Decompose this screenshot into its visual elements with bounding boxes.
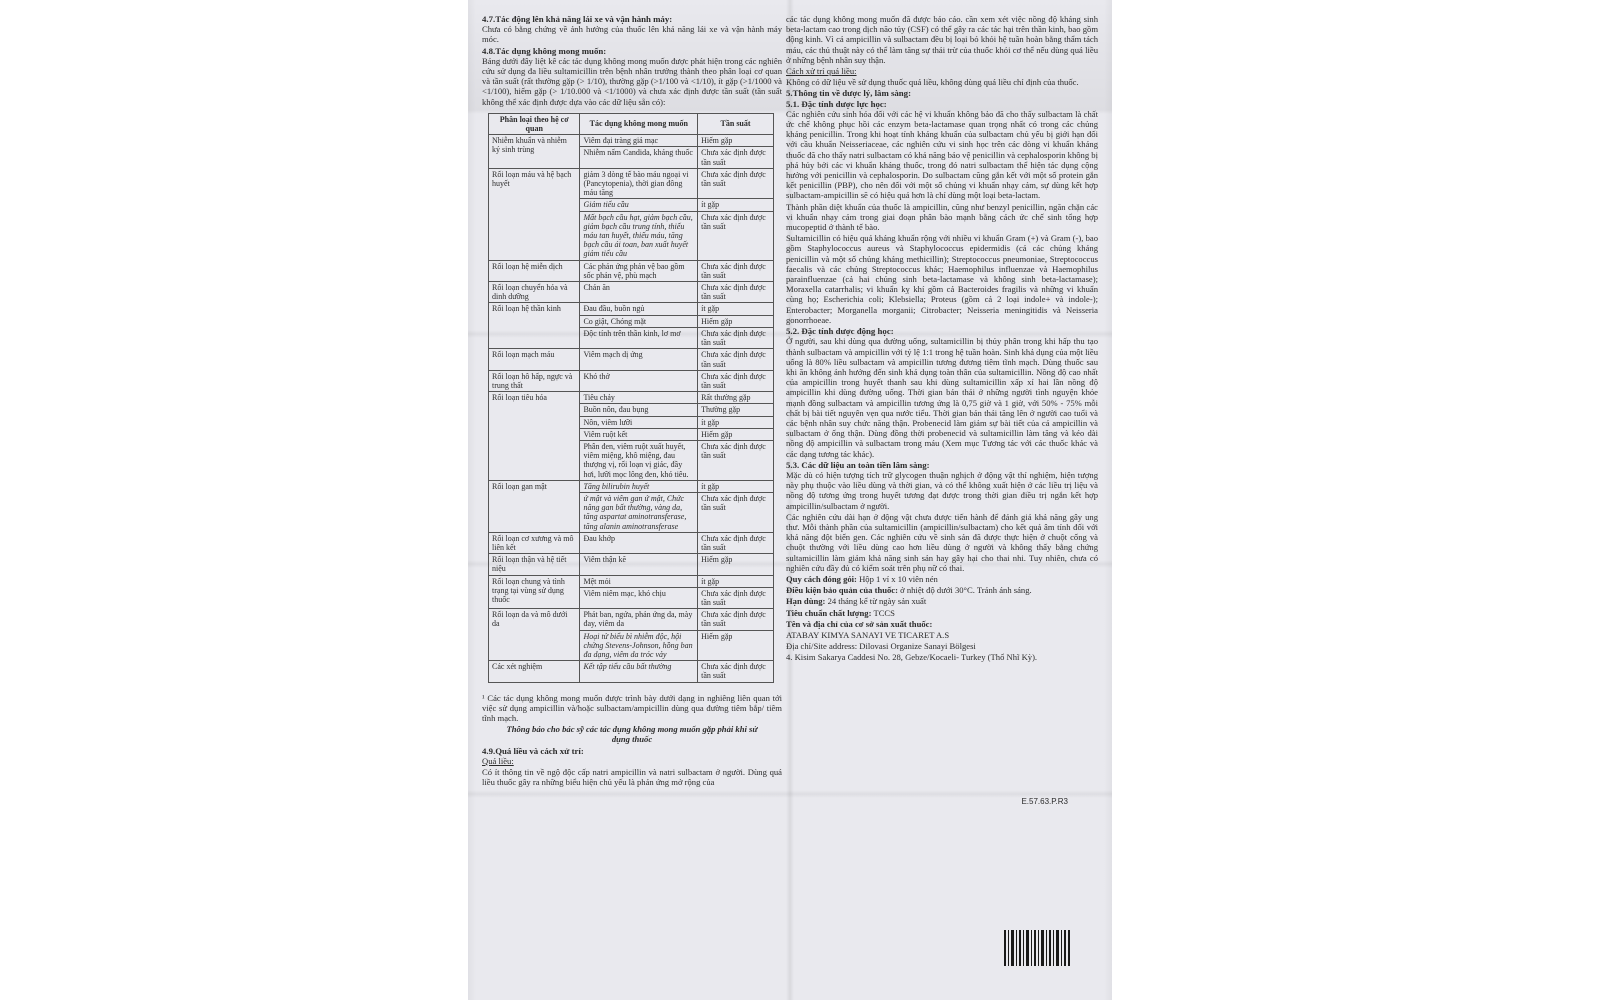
frequency-cell: Chưa xác định được tần suất [698, 661, 774, 682]
side-effect-cell: Co giật, Chóng mặt [580, 315, 698, 327]
side-effect-cell: Tiêu chảy [580, 392, 698, 404]
shelf-line [786, 596, 1098, 606]
frequency-cell: Chưa xác định được tần suất [698, 282, 774, 303]
frequency-cell: ít gặp [698, 303, 774, 315]
organ-class-cell: Rối loạn hệ thần kinh [489, 303, 580, 349]
frequency-cell: Hiếm gặp [698, 554, 774, 575]
organ-class-cell: Rối loạn chung và tình trạng tại vùng sử dụng thuốc [489, 575, 580, 609]
side-effect-cell: Mệt mỏi [580, 575, 698, 587]
frequency-cell: Chưa xác định được tần suất [698, 440, 774, 480]
side-effect-cell: giảm 3 dòng tế bào máu ngoại vi (Pancytopenia), thời gian đông máu tăng [580, 168, 698, 199]
side-effect-cell: Nhiễm nấm Candida, kháng thuốc [580, 147, 698, 168]
side-effect-cell: Kết tập tiểu cầu bất thường [580, 661, 698, 682]
side-effect-cell: Mất bạch cầu hạt, giảm bạch cầu, giảm bạch cầu trung tính, thiếu máu tan huyết, thiếu máu, tăng bạch cầu ái toan, ban xuất huyết giảm tiểu cầu [580, 211, 698, 260]
organ-class-cell: Rối loạn mạch máu [489, 349, 580, 370]
organ-class-cell: Nhiễm khuẩn và nhiễm ký sinh trùng [489, 135, 580, 169]
organ-class-cell: Rối loạn da và mô dưới da [489, 609, 580, 661]
frequency-cell: Hiếm gặp [698, 315, 774, 327]
organ-class-cell: Rối loạn hô hấp, ngực và trung thất [489, 370, 580, 391]
overdose-continued-text: các tác dụng không mong muốn đã được báo cáo. cần xem xét việc nồng độ kháng sinh beta-lactam cao trong dịch não tủy (CSF) có thể gây ra các tác hại trên thần kinh, bao gồm động kinh. Vì cả ampicillin và sulbactam đều bị loại bỏ khỏi hệ tuần hoàn bằng thẩm tách máu, các thủ thuật này có thể làm tăng sự thải trừ của thuốc khỏi cơ thể nếu dùng quá liều ở những bệnh nhân suy thận. [786, 14, 1098, 65]
treatment-text: Không có dữ liệu về sử dụng thuốc quá liều, không dùng quá liều chỉ định của thuốc. [786, 77, 1079, 88]
side-effect-cell: Viêm mạch dị ứng [580, 349, 698, 370]
frequency-cell: Chưa xác định được tần suất [698, 492, 774, 532]
treatment-label: Cách xử trí quá liều: [786, 66, 857, 77]
frequency-cell: ít gặp [698, 416, 774, 428]
table-row [489, 480, 774, 492]
table-row [489, 349, 774, 370]
side-effects-table [488, 113, 774, 683]
packing-line [786, 574, 1098, 584]
frequency-cell: ít gặp [698, 199, 774, 211]
shelf-value: 24 tháng kể từ ngày sản xuất [827, 596, 927, 607]
side-effect-cell: Viêm niêm mạc, khó chịu [580, 587, 698, 608]
storage-line [786, 585, 1098, 595]
frequency-cell: Chưa xác định được tần suất [698, 147, 774, 168]
table-row [489, 282, 774, 303]
side-effect-cell: Chán ăn [580, 282, 698, 303]
side-effect-cell: Đau đầu, buồn ngủ [580, 303, 698, 315]
side-effect-cell: Viêm đại tràng giả mạc [580, 135, 698, 147]
side-effect-cell: Tăng bilirubin huyết [580, 480, 698, 492]
doctor-notice: Thông báo cho bác sỹ các tác dụng không mong muốn gặp phải khi sử dụng thuốc [506, 724, 758, 745]
table-row [489, 661, 774, 682]
organ-class-cell: Rối loạn cơ xương và mô liên kết [489, 532, 580, 553]
section-4-8-text: Bảng dưới đây liệt kê các tác dụng không mong muốn được phát hiện trong các nghiên cứu sử dụng đa liều sultamicillin trên bệnh nhân trưởng thành theo phân loại cơ quan và tần suất (rất thường gặp (> 1/10), thường gặp (>1/100 và <1/10), ít gặp (>1/1000 và <1/100), hiếm gặp (> 1/10.000 và <1/1000) và chưa xác định được tần suất (tần suất không thể xác định được dựa vào các dữ liệu sẵn có): [482, 55, 782, 107]
header-frequency: Tần suất [698, 113, 774, 134]
frequency-cell: Chưa xác định được tần suất [698, 609, 774, 630]
barcode-icon [1004, 930, 1070, 966]
table-row [489, 260, 774, 281]
side-effects-body [489, 135, 774, 682]
frequency-cell: Thường gặp [698, 404, 774, 416]
section-5-1-para-3: Sultamicillin có hiệu quả kháng khuẩn rộng với nhiều vi khuẩn Gram (+) và Gram (-), bao gồm Staphylococcus aureus và Staphylococcus epidermidis (cả các chủng kháng penicillin và một số chủng kháng methicillin); Streptococcus pneumoniae, Streptococcus faecalis và các chủng Streptococcus khác; Haemophilus influenzae và Haemophilus parainfluenzae (cả hai chủng sinh beta-lactamase và không sinh beta-lactamase); Moraxella catarrhalis; vi khuẩn kỵ khí gồm cả Bacteroides fragilis và những vi khuẩn cùng họ; Escherichia coli; Klebsiella; Proteus (gồm cả 2 loại indole+ và indole-); Enterobacter; Morganella morganii; Citrobacter; Neisseria meningitidis và Neisseria gonorrhoeae. [786, 233, 1098, 325]
frequency-cell: Chưa xác định được tần suất [698, 211, 774, 260]
manufacturer-address-1: Địa chỉ/Site address: Dilovasi Organize Sanayi Bölgesi [786, 641, 976, 652]
frequency-cell: ít gặp [698, 575, 774, 587]
frequency-cell: Chưa xác định được tần suất [698, 327, 774, 348]
storage-label: Điều kiện bảo quản của thuốc: [786, 585, 898, 596]
section-5-2-text: Ở người, sau khi dùng qua đường uống, sultamicillin bị thủy phân trong khi hấp thu tạo thành sulbactam và ampicillin với tỷ lệ 1:1 trong hệ tuần hoàn. Sinh khả dụng của một liều uống là 80% liều sulbactam và ampicillin tương đương tiêm tĩnh mạch. Dùng thuốc sau khi ăn không ảnh hưởng đến sinh khả dụng toàn thân của sultamicillin. Nồng độ cao nhất của ampicillin trong huyết thanh sau khi dùng sultamicillin xấp xỉ hai lần nồng độ ampicillin khi dùng đường uống. Thời gian bán thải ở những người tình nguyện khỏe mạnh đồng sulbactam và ampicillin tương ứng là 0,75 giờ và 1 giờ, với 50% - 75% mỗi chất bị bài tiết nguyên vẹn qua nước tiểu. Thời gian bán thải tăng lên ở người cao tuổi và các bệnh nhân suy chức năng thận. Probenecid làm giảm sự bài tiết của cả ampicillin và sulbactam ở ống thận. Dùng đồng thời probenecid và sultamicillin làm tăng và kéo dài nồng độ ampicillin và sulbactam trong máu (Xem mục Tương tác với các thuốc khác và các dạng tương tác khác). [786, 336, 1098, 459]
packing-label: Quy cách đóng gói: [786, 573, 857, 584]
side-effect-cell: Nôn, viêm lưỡi [580, 416, 698, 428]
shelf-label: Hạn dùng: [786, 596, 826, 607]
side-effect-cell: Phát ban, ngứa, phản ứng da, mày đay, viêm da [580, 609, 698, 630]
right-column [786, 14, 1098, 664]
section-5-2-title: 5.2. Đặc tính dược động học: [786, 326, 894, 337]
section-5-3-para-2: Các nghiên cứu dài hạn ở động vật chưa được tiến hành để đánh giá khả năng gây ung thư. Mỗi thành phần của sultamicillin (ampicillin/sulbactam) cho kết quả âm tính đối với khả năng đột biến gen. Các nghiên cứu về sinh sản đã được thực hiện ở chuột cống và chuột thường với liều dùng cao hơn liều dùng ở người và không thấy bằng chứng sultamicillin làm giảm khả năng sinh sản hay gây hại cho thai nhi. Tuy nhiên, chưa có nghiên cứu đầy đủ có kiểm soát trên phụ nữ có thai. [786, 511, 1098, 573]
table-row [489, 135, 774, 147]
frequency-cell: Chưa xác định được tần suất [698, 587, 774, 608]
section-5-title: 5.Thông tin về dược lý, lâm sàng: [786, 88, 912, 99]
organ-class-cell: Rối loạn máu và hệ bạch huyết [489, 168, 580, 260]
organ-class-cell: Rối loạn gan mật [489, 480, 580, 532]
standard-value: TCCS [873, 607, 895, 618]
side-effect-cell: Viêm thận kẽ [580, 554, 698, 575]
organ-class-cell: Rối loạn chuyển hóa và dinh dưỡng [489, 282, 580, 303]
packing-value: Hộp 1 vỉ x 10 viên nén [859, 573, 938, 584]
manufacturer-title: Tên và địa chỉ của cơ sở sản xuất thuốc: [786, 618, 933, 629]
frequency-cell: ít gặp [698, 480, 774, 492]
table-row [489, 168, 774, 199]
table-row [489, 575, 774, 587]
side-effect-cell: Hoại tử biểu bì nhiễm độc, hội chứng Stevens-Johnson, hồng ban đa dạng, viêm da tróc vảy [580, 630, 698, 661]
frequency-cell: Rất thường gặp [698, 392, 774, 404]
storage-value: ở nhiệt độ dưới 30°C. Tránh ánh sáng. [900, 585, 1032, 596]
organ-class-cell: Rối loạn thận và hệ tiết niệu [489, 554, 580, 575]
side-effect-cell: Độc tính trên thần kinh, lơ mơ [580, 327, 698, 348]
frequency-cell: Chưa xác định được tần suất [698, 168, 774, 199]
frequency-cell: Chưa xác định được tần suất [698, 349, 774, 370]
side-effect-cell: Phân đen, viêm ruột xuất huyết, viêm miệng, khô miệng, đau thượng vị, rối loạn vị giác, đầy hơi, lưỡi mọc lông đen, khó tiêu. [580, 440, 698, 480]
standard-label: Tiêu chuẩn chất lượng: [786, 607, 872, 618]
header-effect: Tác dụng không mong muốn [580, 113, 698, 134]
side-effect-cell: Buồn nôn, đau bụng [580, 404, 698, 416]
frequency-cell: Chưa xác định được tần suất [698, 532, 774, 553]
section-5-1-para-2: Thành phần diệt khuẩn của thuốc là ampicillin, cũng như benzyl penicillin, ngăn chặn các vi khuẩn nhạy cảm trong giai đoạn phân bào mạnh bằng cách ức chế sinh tổng hợp mucopeptid ở thành tế bào. [786, 201, 1098, 233]
section-5-3-title: 5.3. Các dữ liệu an toàn tiền lâm sàng: [786, 459, 930, 470]
frequency-cell: Chưa xác định được tần suất [698, 370, 774, 391]
side-effect-cell: Các phản ứng phản vệ bao gồm sốc phản vệ, phù mạch [580, 260, 698, 281]
section-5-3-para-1: Mặc dù có hiện tượng tích trữ glycogen thuận nghịch ở động vật thí nghiệm, hiện tượng này phụ thuộc vào liều dùng và thời gian, và có thể không xuất hiện ở các liều trị liệu và nồng độ tương ứng trong huyết tương đạt được trong thời gian điều trị ngắn kết hợp ampicillin/sulbactam ở người. [786, 469, 1098, 511]
organ-class-cell: Rối loạn hệ miễn dịch [489, 260, 580, 281]
table-footnote: ¹ Các tác dụng không mong muốn được trình bày dưới dạng in nghiêng liên quan tới việc sử dụng ampicillin và/hoặc sulbactam/ampicillin dùng qua đường tiêm bắp/ tiêm tĩnh mạch. [482, 692, 782, 723]
table-row [489, 532, 774, 553]
standard-line [786, 608, 1098, 618]
side-effect-cell: Giảm tiểu cầu [580, 199, 698, 211]
manufacturer-address-2: 4. Kisim Sakarya Caddesi No. 28, Gebze/Kocaeli- Turkey (Thổ Nhĩ Kỳ). [786, 652, 1038, 663]
leaflet-sheet [468, 0, 1112, 1000]
table-row [489, 554, 774, 575]
section-4-9-title: 4.9.Quá liều và cách xử trí: [482, 745, 584, 756]
side-effect-cell: Đau khớp [580, 532, 698, 553]
table-row [489, 392, 774, 404]
frequency-cell: Chưa xác định được tần suất [698, 260, 774, 281]
overdose-label: Quá liều: [482, 755, 514, 766]
organ-class-cell: Các xét nghiệm [489, 661, 580, 682]
frequency-cell: Hiếm gặp [698, 428, 774, 440]
table-row [489, 303, 774, 315]
overdose-text: Có ít thông tin về ngộ độc cấp natri ampicillin và natri sulbactam ở người. Dùng quá liều thuốc gây ra những biểu hiện chủ yếu là phản ứng mở rộng của [482, 767, 782, 788]
left-column [482, 14, 782, 788]
side-effect-cell: Khó thở [580, 370, 698, 391]
side-effect-cell: Viêm ruột kết [580, 428, 698, 440]
document-code: E.57.63.P.R3 [1021, 797, 1068, 806]
section-4-7-text: Chưa có bằng chứng về ảnh hưởng của thuốc lên khả năng lái xe và vận hành máy móc. [482, 24, 782, 45]
frequency-cell: Hiếm gặp [698, 630, 774, 661]
table-row [489, 370, 774, 391]
frequency-cell: Hiếm gặp [698, 135, 774, 147]
section-5-1-para-1: Các nghiên cứu sinh hóa đối với các hệ vi khuẩn không bảo đã cho thấy sulbactam là chất ức chế không phục hồi các enzym beta-lactamase quan trọng nhất có trong các chủng kháng penicillin. Trong khi hoạt tính kháng khuẩn của sulbactam chủ yếu bị giới hạn đối với cầu khuẩn Neisseriaceae, các nghiên cứu vi sinh học trên các dòng vi khuẩn kháng thuốc đã cho thấy natri sulbactam có khả năng bảo vệ penicillin và cephalosporin không bị phá hủy bởi các vi khuẩn kháng thuốc, trong đó natri sulbactam thể hiện tác dụng cộng hưởng với penicillin và cephalosporin. Do sulbactam cũng gắn kết với một số protein gắn kết penicillin (PBP), cho nên đối với một số chủng vi khuẩn nhạy cảm, sự dùng kết hợp sulbactam-ampicillin sẽ có hiệu quả hơn là chỉ dùng một loại beta-lactam. [786, 108, 1098, 201]
table-header-row [489, 113, 774, 134]
header-organ: Phân loại theo hệ cơ quan [489, 113, 580, 134]
manufacturer-name: ATABAY KIMYA SANAYI VE TICARET A.S [786, 629, 950, 640]
section-5-1-title: 5.1. Đặc tính dược lực học: [786, 98, 887, 109]
section-4-8-title: 4.8.Tác dụng không mong muốn: [482, 45, 607, 56]
section-4-7-title: 4.7.Tác động lên khả năng lái xe và vận hành máy: [482, 14, 673, 24]
side-effect-cell: ứ mật và viêm gan ứ mật, Chức năng gan bất thường, vàng da, tăng aspartat aminotransferase, tăng alanin aminotransferase [580, 492, 698, 532]
organ-class-cell: Rối loạn tiêu hóa [489, 392, 580, 481]
table-row [489, 609, 774, 630]
